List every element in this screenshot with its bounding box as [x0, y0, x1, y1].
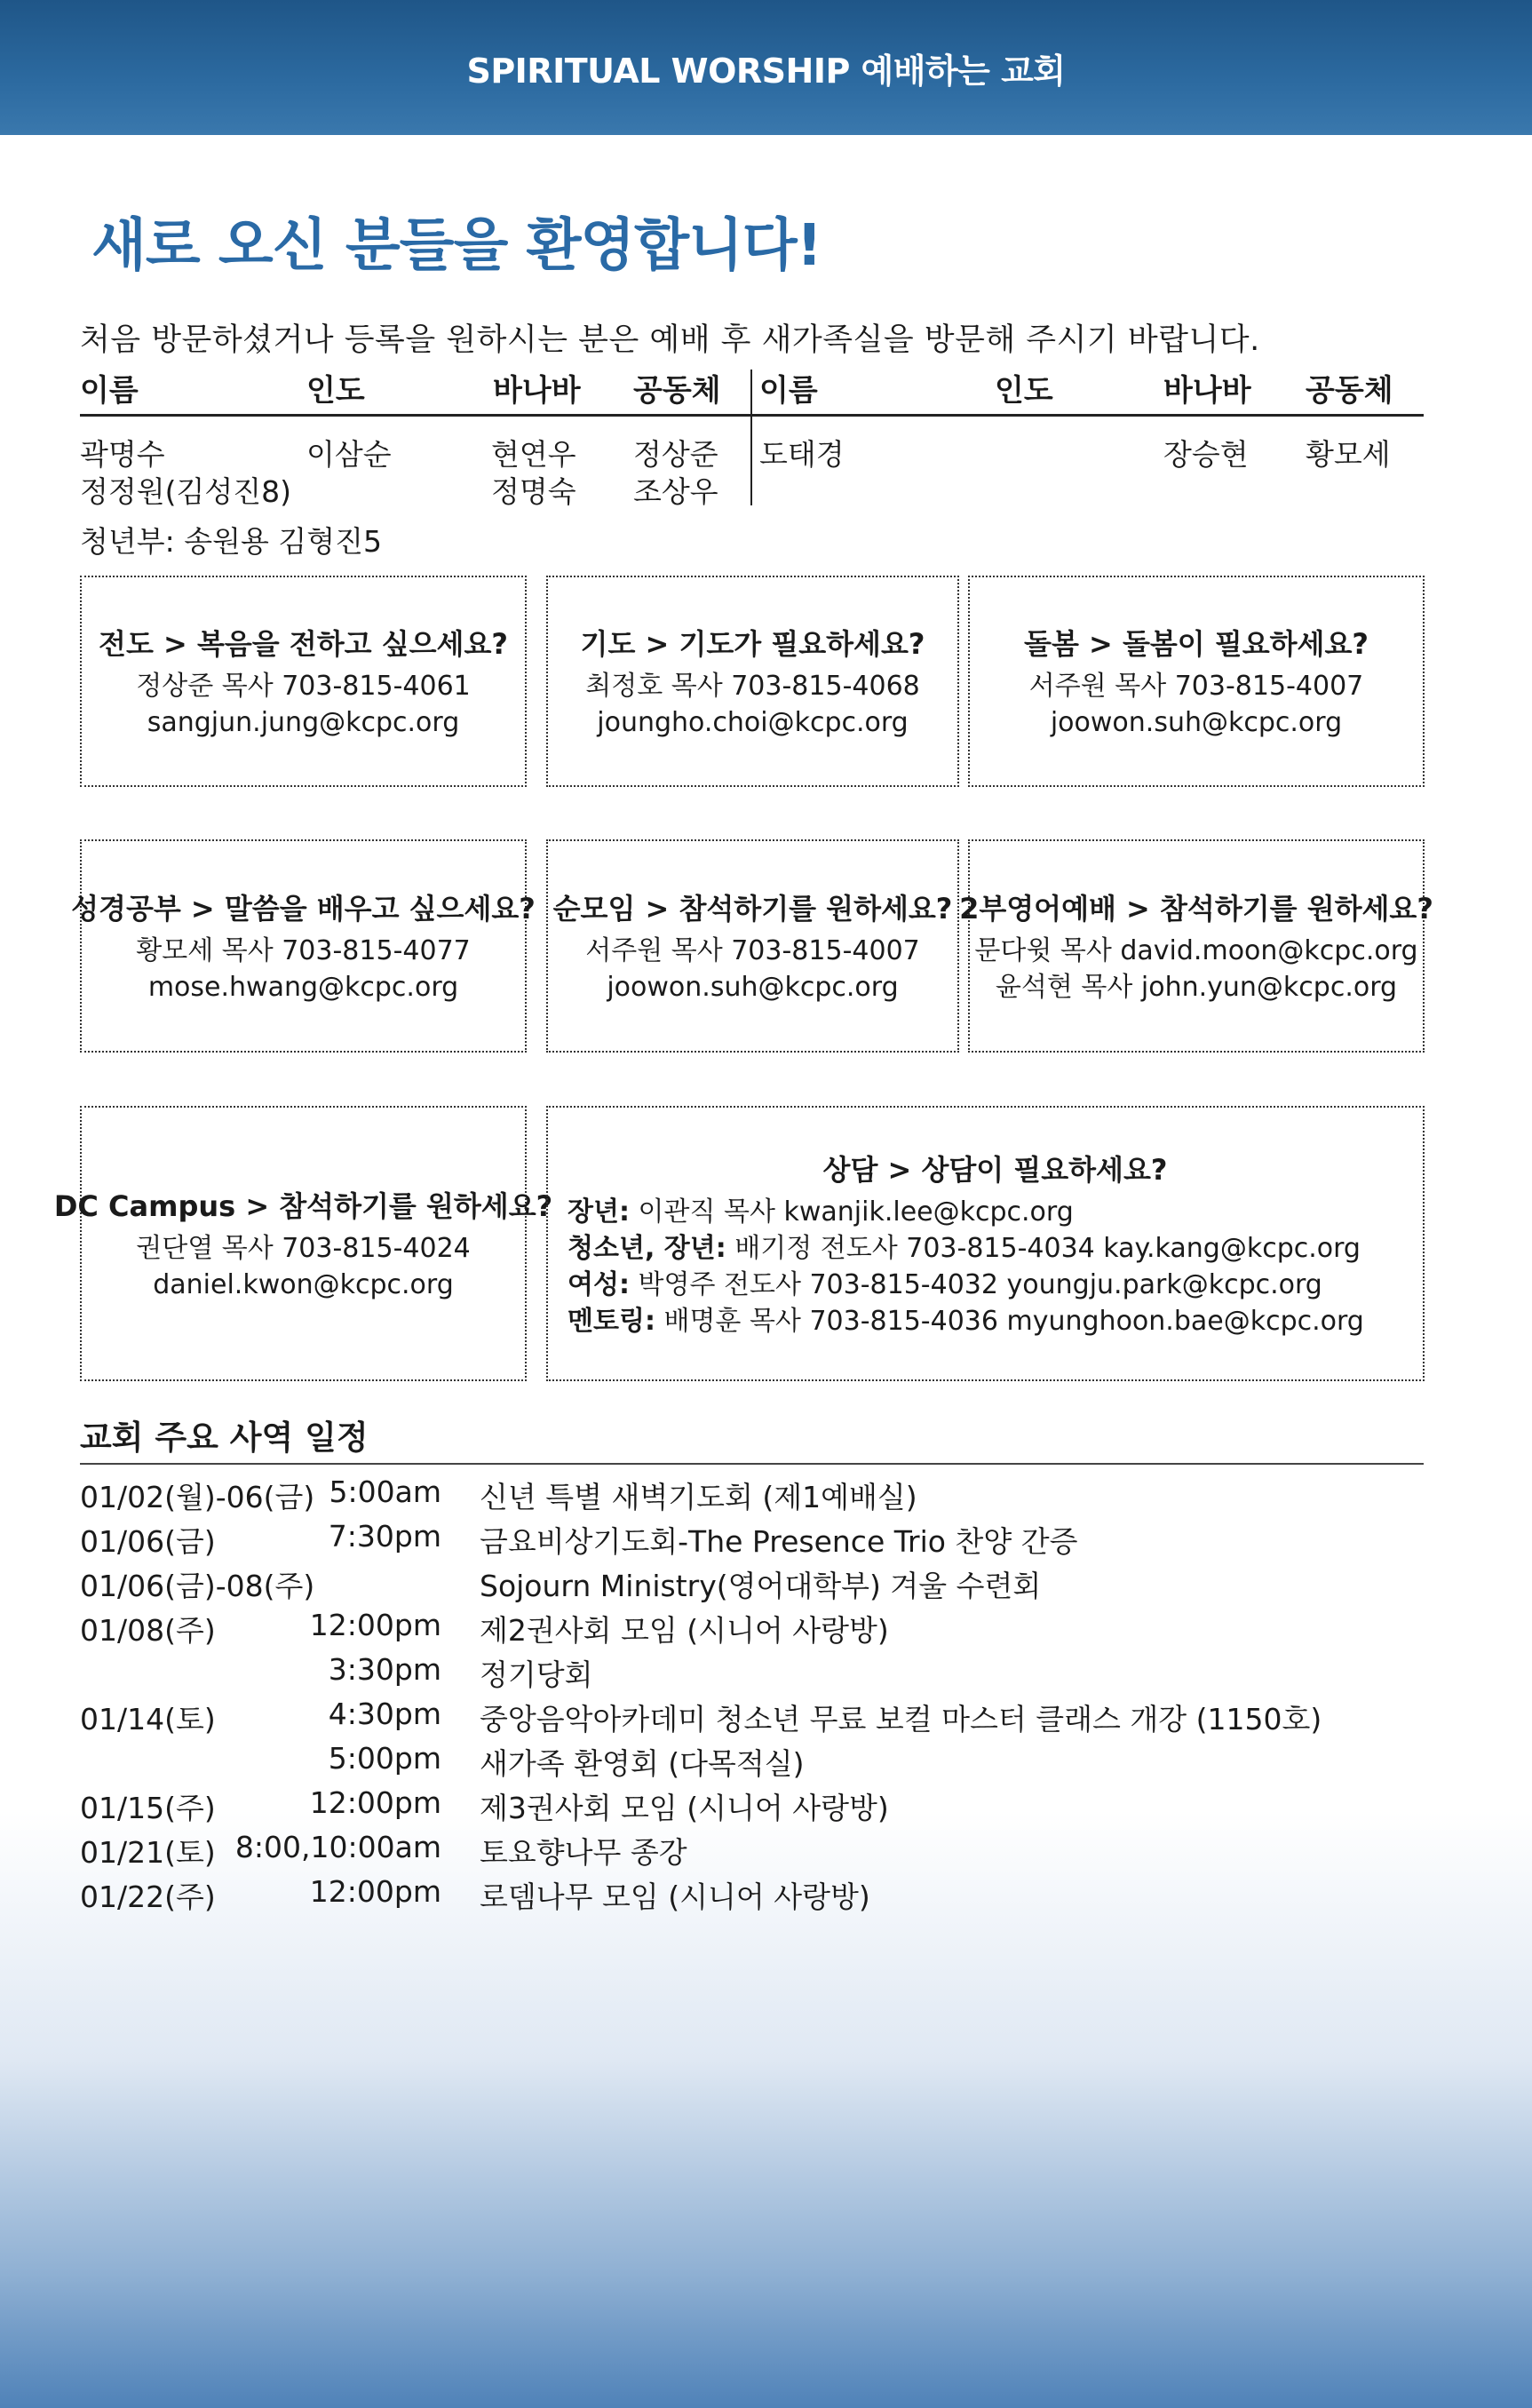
col-header-guide-right: 인도	[995, 373, 1053, 409]
contact-box-bible-study	[71, 839, 536, 1053]
contact-box-counseling	[546, 1106, 1425, 1381]
newcomer-name: 정정원(김성진8)	[80, 474, 292, 509]
counsel-text: 배기정 전도사 703-815-4034 kay.kang@kcpc.org	[726, 1233, 1361, 1264]
schedule-row	[80, 1519, 1430, 1562]
contact-title: DC Campus > 참석하기를 원하세요?	[53, 1189, 553, 1223]
schedule-event: 제2권사회 모임 (시니어 사랑방)	[480, 1613, 889, 1648]
schedule-row	[80, 1741, 1430, 1784]
schedule-event: 정기당회	[480, 1657, 593, 1692]
schedule-time: 5:00am	[329, 1474, 441, 1509]
col-header-name-right: 이름	[759, 373, 818, 409]
counsel-label: 여성:	[568, 1269, 630, 1300]
col-header-community: 공동체	[633, 373, 721, 409]
contact-phone: 최정호 목사 703-815-4068	[585, 671, 920, 702]
counsel-text: 배명훈 목사 703-815-4036 myunghoon.bae@kcpc.org	[655, 1306, 1364, 1337]
schedule-date: 01/06(금)	[80, 1524, 216, 1559]
schedule-time: 4:30pm	[328, 1697, 441, 1731]
schedule-event: 제3권사회 모임 (시니어 사랑방)	[480, 1791, 889, 1825]
schedule-time: 7:30pm	[328, 1519, 441, 1554]
youth-newcomers: 청년부: 송원용 김형진5	[80, 524, 382, 559]
counsel-row	[568, 1267, 1322, 1303]
contact-title: 전도 > 복음을 전하고 싶으세요?	[99, 627, 508, 661]
contact-phone: 권단열 목사 703-815-4024	[136, 1233, 471, 1264]
schedule-row	[80, 1830, 1430, 1872]
counsel-label: 장년:	[568, 1196, 630, 1228]
counsel-text: 박영주 전도사 703-815-4032 youngju.park@kcpc.org	[629, 1269, 1322, 1300]
schedule-event: 신년 특별 새벽기도회 (제1예배실)	[480, 1480, 917, 1514]
counsel-label: 멘토링:	[568, 1306, 655, 1337]
schedule-time: 12:00pm	[309, 1608, 441, 1642]
counsel-text: 이관직 목사 kwanjik.lee@kcpc.org	[629, 1196, 1074, 1228]
welcome-title: 새로 오신 분들을 환영합니다!	[91, 213, 822, 279]
newcomer-barnabas: 현연우	[491, 437, 576, 472]
contact-box-care	[968, 576, 1425, 787]
contact-phone: 서주원 목사 703-815-4007	[1028, 671, 1364, 702]
col-header-name: 이름	[80, 373, 139, 409]
schedule-time: 3:30pm	[328, 1652, 441, 1687]
schedule-date: 01/06(금)-08(주)	[80, 1569, 315, 1603]
counsel-row	[568, 1194, 1074, 1230]
schedule-row	[80, 1474, 1430, 1517]
schedule-date: 01/22(주)	[80, 1880, 216, 1914]
schedule-divider	[80, 1463, 1424, 1465]
contact-email[interactable]: sangjun.jung@kcpc.org	[147, 707, 460, 738]
counsel-row	[568, 1303, 1364, 1339]
contact-email[interactable]: mose.hwang@kcpc.org	[147, 972, 459, 1003]
contact-phone: 황모세 목사 703-815-4077	[136, 935, 471, 966]
newcomer-community: 황모세	[1306, 437, 1391, 472]
schedule-row	[80, 1874, 1430, 1917]
contact-title: 기도 > 기도가 필요하세요?	[580, 627, 925, 661]
counsel-label: 청소년, 장년:	[568, 1233, 726, 1264]
newcomer-barnabas: 장승현	[1163, 437, 1249, 472]
newcomer-barnabas: 정명숙	[491, 474, 576, 509]
contact-title: 상담 > 상담이 필요하세요?	[822, 1153, 1168, 1187]
schedule-event: 로뎀나무 모임 (시니어 사랑방)	[480, 1880, 870, 1914]
schedule-time: 8:00,10:00am	[234, 1830, 441, 1864]
schedule-row	[80, 1608, 1430, 1650]
banner-title: SPIRITUAL WORSHIP 예배하는 교회	[466, 51, 1066, 91]
counsel-row	[568, 1230, 1361, 1267]
contact-email[interactable]: joowon.suh@kcpc.org	[1050, 707, 1343, 738]
schedule-row	[80, 1652, 1430, 1695]
schedule-row	[80, 1697, 1430, 1739]
newcomer-guide: 이삼순	[306, 437, 392, 472]
newcomer-community: 정상준	[633, 437, 718, 472]
contact-box-english-service	[959, 839, 1433, 1053]
schedule-date: 01/15(주)	[80, 1791, 216, 1825]
schedule-event: 중앙음악아카데미 청소년 무료 보컬 마스터 클래스 개강 (1150호)	[480, 1702, 1322, 1736]
schedule-time: 12:00pm	[309, 1785, 441, 1820]
contact-line: 문다윗 목사 david.moon@kcpc.org	[974, 935, 1418, 966]
schedule-date: 01/14(토)	[80, 1702, 216, 1736]
contact-title: 순모임 > 참석하기를 원하세요?	[552, 892, 953, 926]
schedule-time: 5:00pm	[328, 1741, 441, 1776]
col-header-guide: 인도	[306, 373, 365, 409]
schedule-row	[80, 1563, 1430, 1606]
col-header-barnabas-right: 바나바	[1163, 373, 1251, 409]
schedule-title: 교회 주요 사역 일정	[80, 1419, 369, 1457]
contact-box-dc-campus	[53, 1106, 553, 1381]
schedule-date: 01/02(월)-06(금)	[80, 1480, 315, 1514]
schedule-date: 01/08(주)	[80, 1613, 216, 1648]
contact-title: 2부영어예배 > 참석하기를 원하세요?	[959, 892, 1433, 926]
schedule-event: Sojourn Ministry(영어대학부) 겨울 수련회	[480, 1569, 1042, 1603]
schedule-event: 새가족 환영회 (다목적실)	[480, 1746, 805, 1781]
contact-phone: 서주원 목사 703-815-4007	[585, 935, 920, 966]
contact-line: 윤석현 목사 john.yun@kcpc.org	[995, 972, 1398, 1003]
contact-title: 성경공부 > 말씀을 배우고 싶으세요?	[71, 892, 536, 926]
schedule-event: 토요향나무 종강	[480, 1835, 687, 1870]
newcomer-name: 도태경	[759, 437, 845, 472]
contact-phone: 정상준 목사 703-815-4061	[136, 671, 471, 702]
schedule-time: 12:00pm	[309, 1874, 441, 1909]
table-column-divider	[750, 370, 752, 505]
col-header-barnabas: 바나바	[493, 373, 581, 409]
contact-box-evangelism	[80, 576, 527, 787]
newcomer-community: 조상우	[633, 474, 718, 509]
schedule-event: 금요비상기도회-The Presence Trio 찬양 간증	[480, 1524, 1078, 1559]
welcome-intro: 처음 방문하셨거나 등록을 원하시는 분은 예배 후 새가족실을 방문해 주시기 바랍니다.	[80, 322, 1260, 358]
contact-box-prayer	[546, 576, 959, 787]
contact-email[interactable]: joowon.suh@kcpc.org	[607, 972, 899, 1003]
header-banner	[0, 0, 1532, 135]
contact-email[interactable]: daniel.kwon@kcpc.org	[153, 1269, 454, 1300]
schedule-date: 01/21(토)	[80, 1835, 216, 1870]
contact-email[interactable]: joungho.choi@kcpc.org	[597, 707, 909, 738]
col-header-community-right: 공동체	[1306, 373, 1393, 409]
contact-title: 돌봄 > 돌봄이 필요하세요?	[1024, 627, 1369, 661]
contact-box-cell-group	[546, 839, 959, 1053]
schedule-row	[80, 1785, 1430, 1828]
newcomer-name: 곽명수	[80, 437, 165, 472]
